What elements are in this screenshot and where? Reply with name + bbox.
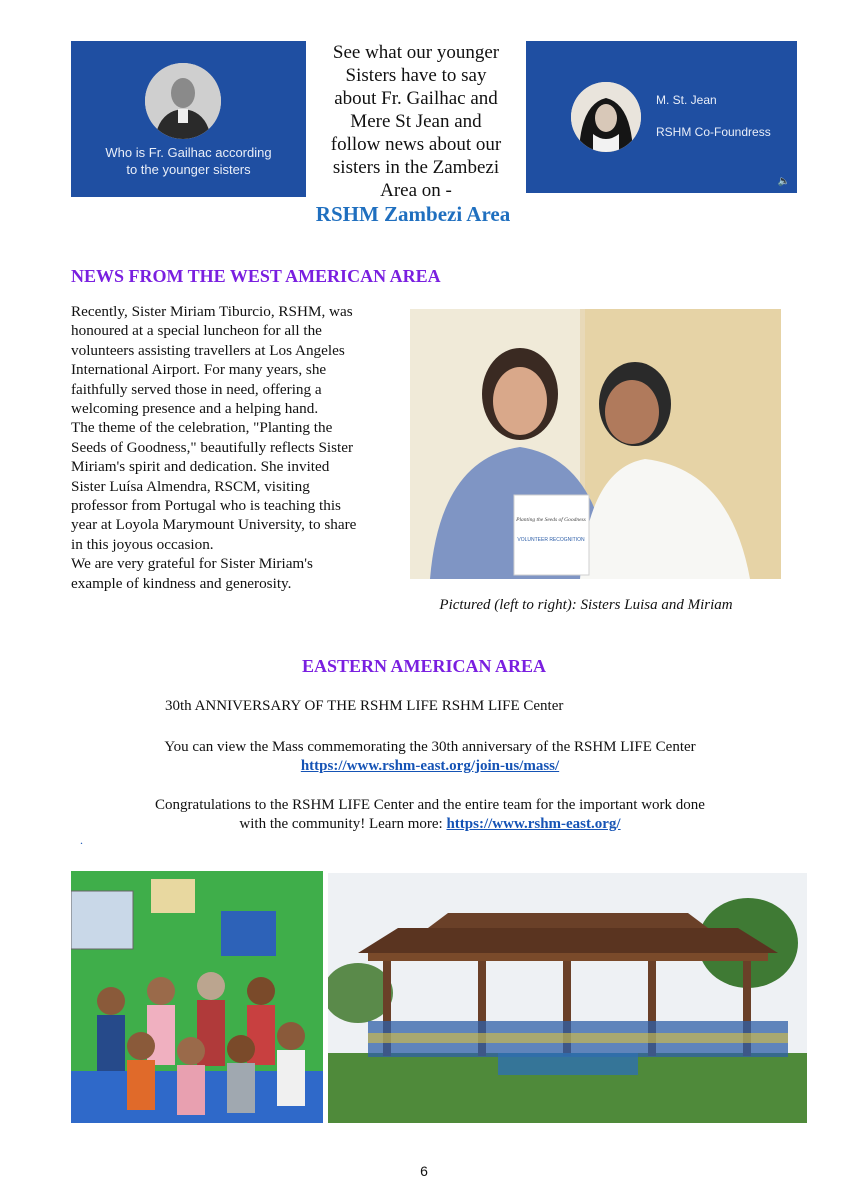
photo-caption: Pictured (left to right): Sisters Luisa and Miriam xyxy=(439,597,733,613)
sisters-photo xyxy=(410,309,781,579)
card-title-text: Planting the Seeds of Goodness xyxy=(516,517,586,523)
video-card-gailhac[interactable] xyxy=(71,41,306,197)
mass-link[interactable]: https://www.rshm-east.org/join-us/mass/ xyxy=(300,758,560,774)
congrats-paragraph: Congratulations to the RSHM LIFE Center and the entire team for the important work done with the community! Learn more: https://www.rshm-east.org/ xyxy=(155,797,705,832)
anniversary-title: 30th ANNIVERSARY OF THE RSHM LIFE RSHM LIFE Center xyxy=(165,698,564,714)
west-heading: NEWS FROM THE WEST AMERICAN AREA xyxy=(71,266,441,286)
fr-gailhac-portrait xyxy=(145,63,221,139)
mass-paragraph: You can view the Mass commemorating the 30th anniversary of the RSHM LIFE Center https://www.rshm-east.org/join-us/mass/ xyxy=(164,739,696,774)
mere-st-jean-portrait xyxy=(571,82,641,152)
zambezi-link[interactable]: RSHM Zambezi Area xyxy=(315,202,511,226)
video-card-st-jean[interactable] xyxy=(526,41,797,193)
classroom-children-photo xyxy=(71,871,323,1123)
pavilion-group-photo xyxy=(328,873,807,1123)
west-article: Recently, Sister Miriam Tiburcio, RSHM, was honoured at a special luncheon for all the volunteers assisting travellers at Los Angeles International Airport. For many years, she faithfully served those in need, offering a welcoming presence and a helping hand. The theme of the celebration, "Planting the Seeds of Goodness," beautifully reflects Sister Miriam's spirit and dedication. She invited Sister Luísa Almendra, RSCM, visiting professor from Portugal who is teaching this year at Loyola Marymount University, to share in this joyous occasion. We are very grateful for Sister Miriam's example of kindness and generosity. xyxy=(71,303,357,592)
page-number: 6 xyxy=(420,1163,428,1179)
learn-more-link[interactable]: https://www.rshm-east.org/ xyxy=(446,816,621,832)
east-heading: EASTERN AMERICAN AREA xyxy=(301,656,547,676)
speaker-icon[interactable]: 🔈 xyxy=(777,176,790,187)
card-subtitle-text: VOLUNTEER RECOGNITION xyxy=(517,537,585,543)
intro-text: See what our younger Sisters have to say about Fr. Gailhac and Mere St Jean and follow news about our sisters in the Zambezi Area on - xyxy=(330,42,502,201)
card-role: RSHM Co-Foundress xyxy=(656,125,771,139)
card-caption: Who is Fr. Gailhac according to the younger sisters xyxy=(105,145,272,177)
card-name: M. St. Jean xyxy=(656,93,717,107)
stray-dot: . xyxy=(80,833,83,847)
